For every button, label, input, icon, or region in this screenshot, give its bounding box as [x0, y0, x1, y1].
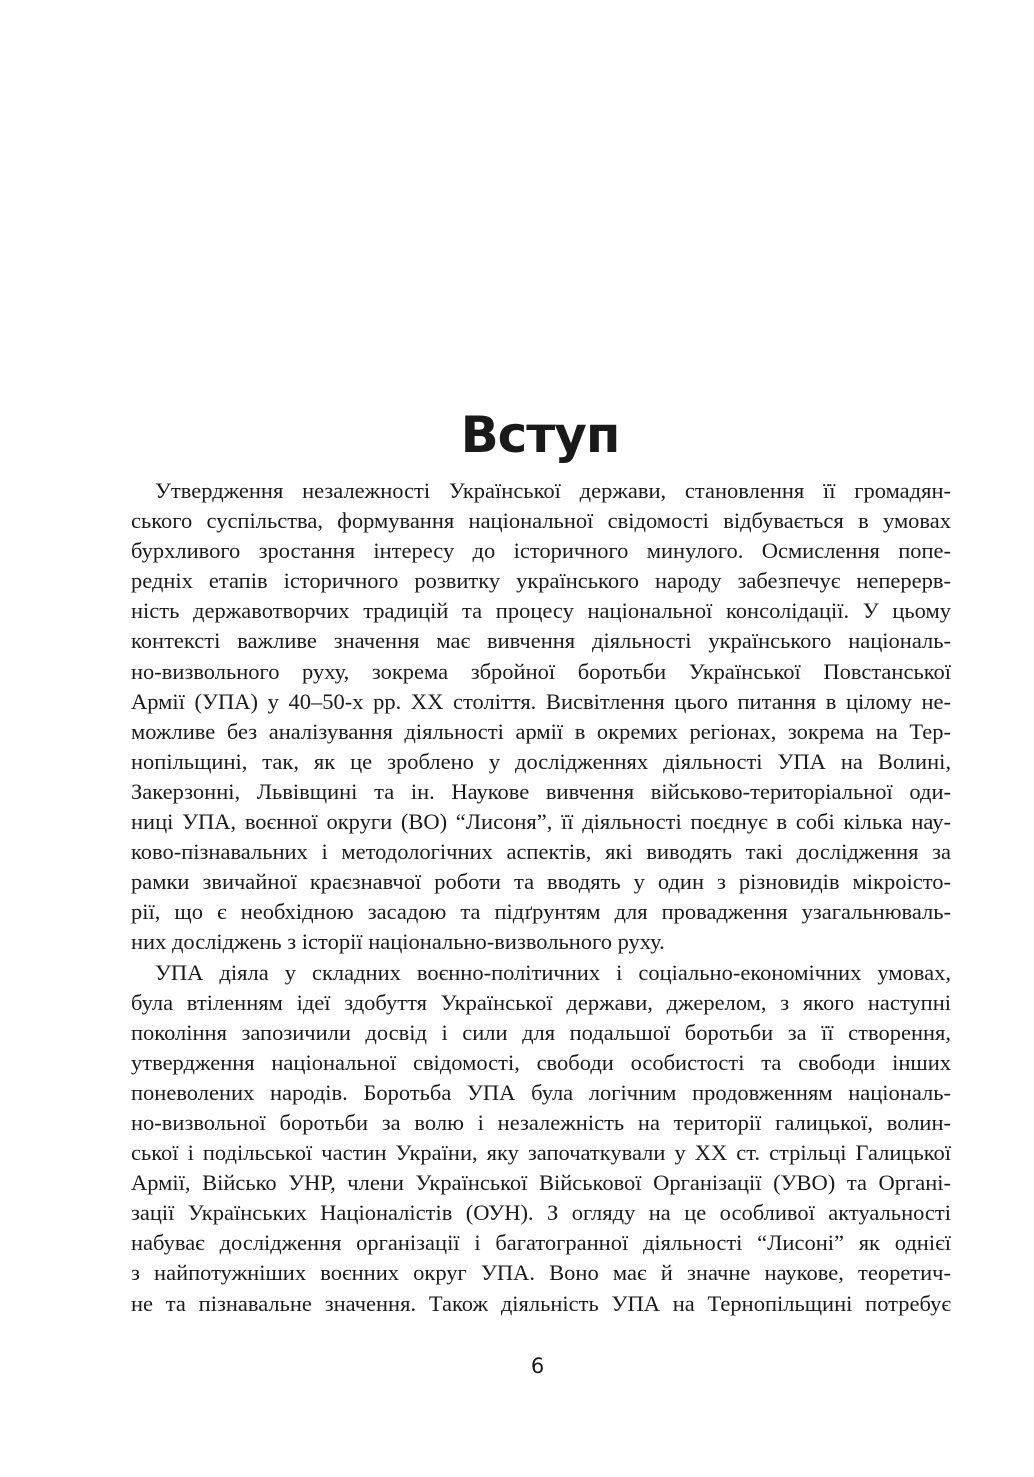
page-title: Вступ — [460, 406, 620, 464]
text-line: зації Українських Націоналістів (ОУН). З огляду на це особливої актуальності — [131, 1200, 951, 1226]
paragraph-2 — [131, 958, 951, 1319]
text-line: ської і подільської частин України, яку започаткували у ХХ ст. стрільці Галицької — [131, 1140, 951, 1166]
text-line: УПА діяла у складних воєнно-політичних і соціально-економічних умовах, — [155, 959, 951, 985]
text-line: набуває дослідження організації і багатогранної діяльності “Лисоні” як однієї — [131, 1230, 951, 1256]
text-line: була втіленням ідеї здобуття Української держави, джерелом, з якого наступні — [131, 989, 951, 1015]
text-line: рії, що є необхідною засадою та підґрунтям для провадження узагальнюваль- — [131, 899, 951, 925]
text-line: ського суспільства, формування національної свідомості відбувається в умовах — [131, 508, 951, 534]
text-line: з найпотужніших воєнних округ УПА. Воно має й значне наукове, теоретич- — [131, 1260, 951, 1286]
text-line: поневолених народів. Боротьба УПА була логічним продовженням національ- — [131, 1079, 951, 1105]
text-line: покоління запозичили досвід і сили для подальшої боротьби за її створення, — [131, 1019, 951, 1045]
text-line: Закерзонні, Львівщині та ін. Наукове вивчення військово-територіальної оди- — [131, 778, 951, 804]
text-line: ність державотворчих традицій та процесу національної консолідації. У цьому — [131, 598, 951, 624]
text-line: Армії (УПА) у 40–50-х рр. ХХ століття. Висвітлення цього питання в цілому не- — [131, 688, 951, 714]
text-line: редніх етапів історичного розвитку українського народу забезпечує неперерв- — [131, 568, 951, 594]
text-line: ково-пізнавальних і методологічних аспектів, які виводять такі дослідження за — [131, 839, 951, 865]
text-line: нопільщині, так, як це зроблено у дослідженнях діяльності УПА на Волині, — [131, 748, 951, 774]
page-number: 6 — [530, 1354, 545, 1378]
text-line: Утвердження незалежності Української держави, становлення її громадян- — [155, 478, 951, 503]
text-line: бурхливого зростання інтересу до історичного минулого. Осмислення попе- — [131, 538, 951, 564]
text-line: можливе без аналізування діяльності армії в окремих регіонах, зокрема на Тер- — [131, 718, 951, 744]
text-line: рамки звичайної краєзнавчої роботи та вводять у один з різновидів мікроісто- — [131, 869, 951, 895]
body-text — [131, 476, 951, 1319]
text-line: контексті важливе значення має вивчення діяльності українського національ- — [131, 628, 951, 654]
text-line: но-визвольної боротьби за волю і незалежність на території галицької, волин- — [131, 1109, 951, 1135]
text-line: не та пізнавальне значення. Також діяльність УПА на Тернопільщині потребує — [131, 1290, 951, 1316]
text-line: Армії, Військо УНР, члени Української Військової Організації (УВО) та Органі- — [131, 1170, 951, 1196]
text-line: но-визвольного руху, зокрема збройної боротьби Української Повстанської — [131, 658, 951, 684]
paragraph-1 — [131, 476, 951, 958]
text-line: них досліджень з історії національно-визвольного руху. — [131, 929, 665, 955]
text-line: ниці УПА, воєнної округи (ВО) “Лисоня”, її діяльності поєднує в собі кілька нау- — [131, 809, 951, 835]
text-line: утвердження національної свідомості, свободи особистості та свободи інших — [131, 1049, 951, 1075]
